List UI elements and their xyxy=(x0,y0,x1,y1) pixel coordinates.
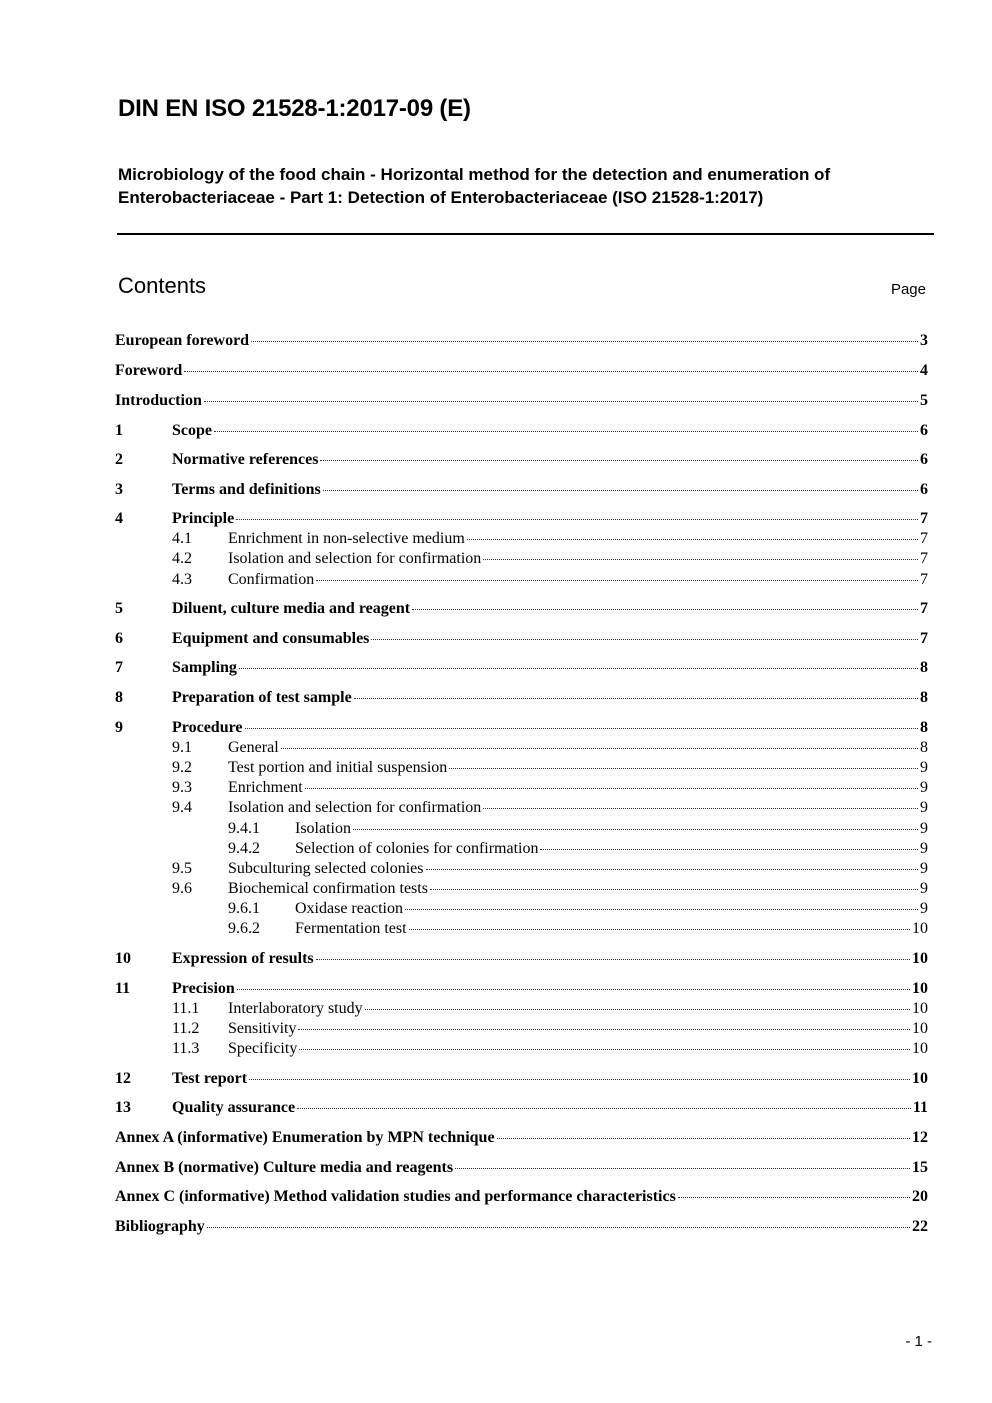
toc-entry-title: Subculturing selected colonies xyxy=(228,860,424,877)
toc-entry-title: Selection of colonies for confirmation xyxy=(295,840,539,857)
toc-entry[interactable] xyxy=(115,1127,928,1149)
toc-entry[interactable] xyxy=(115,1216,928,1238)
toc-entry[interactable] xyxy=(115,1097,928,1119)
toc-entry-title: Preparation of test sample xyxy=(172,689,352,706)
toc-entry-page: 7 xyxy=(920,550,928,567)
toc-dot-leader xyxy=(483,559,918,560)
toc-entry-title: Enrichment in non-selective medium xyxy=(228,530,465,547)
toc-entry-title: Equipment and consumables xyxy=(172,630,370,647)
toc-entry-title: General xyxy=(228,739,279,756)
toc-entry-page: 9 xyxy=(920,880,928,897)
toc-entry-title: Isolation and selection for confirmation xyxy=(228,799,482,816)
toc-dot-leader xyxy=(353,829,918,830)
page-column-label: Page xyxy=(890,281,926,298)
toc-entry-title: Isolation and selection for confirmation xyxy=(228,550,482,567)
toc-entry[interactable] xyxy=(115,420,928,442)
toc-dot-leader xyxy=(251,341,918,342)
toc-entry-page: 3 xyxy=(920,332,928,349)
toc-entry-title: Scope xyxy=(172,422,212,439)
toc-entry-number: 8 xyxy=(115,689,123,706)
toc-dot-leader xyxy=(678,1197,910,1198)
toc-dot-leader xyxy=(316,580,918,581)
toc-entry-number: 1 xyxy=(115,422,123,439)
toc-entry[interactable] xyxy=(115,548,928,570)
toc-dot-leader xyxy=(316,959,910,960)
toc-entry-page: 5 xyxy=(920,392,928,409)
toc-dot-leader xyxy=(299,1049,910,1050)
toc-entry[interactable] xyxy=(115,1068,928,1090)
toc-entry-number: 11.2 xyxy=(172,1020,200,1037)
toc-entry-page: 10 xyxy=(912,920,928,937)
toc-entry[interactable] xyxy=(115,797,928,819)
toc-entry-title: Oxidase reaction xyxy=(295,900,403,917)
toc-entry-page: 7 xyxy=(920,530,928,547)
toc-entry-page: 9 xyxy=(920,900,928,917)
toc-dot-leader xyxy=(297,1108,911,1109)
toc-entry[interactable] xyxy=(115,330,928,352)
toc-entry-title: Confirmation xyxy=(228,571,315,588)
toc-entry[interactable] xyxy=(115,628,928,650)
toc-entry[interactable] xyxy=(115,1186,928,1208)
toc-dot-leader xyxy=(245,728,919,729)
toc-entry-page: 15 xyxy=(912,1159,928,1176)
toc-dot-leader xyxy=(237,989,910,990)
toc-dot-leader xyxy=(467,539,918,540)
toc-entry-page: 10 xyxy=(912,950,928,967)
toc-entry[interactable] xyxy=(115,1038,928,1060)
toc-entry[interactable] xyxy=(115,479,928,501)
toc-dot-leader xyxy=(430,889,918,890)
toc-entry-page: 6 xyxy=(920,422,928,439)
toc-dot-leader xyxy=(305,788,918,789)
toc-entry[interactable] xyxy=(115,757,928,779)
toc-dot-leader xyxy=(449,768,918,769)
toc-entry-number: 9.6 xyxy=(172,880,192,897)
toc-entry-number: 11.1 xyxy=(172,1000,200,1017)
toc-dot-leader xyxy=(320,460,918,461)
toc-dot-leader xyxy=(365,1009,910,1010)
toc-entry[interactable] xyxy=(115,777,928,799)
toc-entry-page: 9 xyxy=(920,759,928,776)
toc-entry-page: 9 xyxy=(920,860,928,877)
toc-entry[interactable] xyxy=(115,569,928,591)
toc-entry[interactable] xyxy=(115,858,928,880)
toc-entry-number: 9.6.2 xyxy=(228,920,260,937)
toc-entry-number: 12 xyxy=(115,1070,131,1087)
toc-entry-title: Sampling xyxy=(172,659,237,676)
toc-entry[interactable] xyxy=(115,737,928,759)
toc-entry-page: 9 xyxy=(920,799,928,816)
toc-dot-leader xyxy=(184,371,918,372)
toc-entry-number: 9.2 xyxy=(172,759,192,776)
toc-dot-leader xyxy=(207,1227,910,1228)
toc-dot-leader xyxy=(323,490,918,491)
toc-entry-page: 7 xyxy=(920,600,928,617)
toc-entry[interactable] xyxy=(115,838,928,860)
toc-dot-leader xyxy=(281,748,918,749)
toc-entry-page: 10 xyxy=(912,980,928,997)
toc-dot-leader xyxy=(455,1168,910,1169)
toc-entry-number: 7 xyxy=(115,659,123,676)
toc-entry-title: Diluent, culture media and reagent xyxy=(172,600,411,617)
toc-entry-title: Annex A (informative) Enumeration by MPN technique xyxy=(115,1129,495,1146)
contents-heading: Contents xyxy=(118,273,207,298)
toc-entry-number: 4 xyxy=(115,510,123,527)
toc-entry-title: Sensitivity xyxy=(228,1020,297,1037)
toc-entry-number: 9.6.1 xyxy=(228,900,260,917)
toc-entry-title: Introduction xyxy=(115,392,202,409)
toc-entry-number: 9 xyxy=(115,719,123,736)
toc-dot-leader xyxy=(236,519,918,520)
toc-entry-page: 22 xyxy=(912,1218,928,1235)
toc-entry-number: 6 xyxy=(115,630,123,647)
toc-entry-page: 7 xyxy=(920,630,928,647)
document-title: DIN EN ISO 21528-1:2017-09 (E) xyxy=(118,95,471,122)
document-subtitle: Microbiology of the food chain - Horizontal method for the detection and enumeration of Enterobacteriaceae - Part 1: Detection of Enterobacteriaceae (ISO 21528-1:2017) xyxy=(118,165,831,207)
toc-entry-page: 6 xyxy=(920,451,928,468)
toc-entry-title: Normative references xyxy=(172,451,319,468)
toc-entry-title: Test report xyxy=(172,1070,248,1087)
toc-entry[interactable] xyxy=(115,657,928,679)
toc-entry-title: Isolation xyxy=(295,820,351,837)
toc-dot-leader xyxy=(204,401,918,402)
toc-entry-number: 11.3 xyxy=(172,1040,200,1057)
toc-entry-title: Expression of results xyxy=(172,950,314,967)
toc-entry-number: 9.4 xyxy=(172,799,192,816)
toc-dot-leader xyxy=(497,1138,910,1139)
toc-entry-page: 6 xyxy=(920,481,928,498)
toc-entry-title: Quality assurance xyxy=(172,1099,296,1116)
toc-entry-number: 10 xyxy=(115,950,131,967)
toc-entry-page: 9 xyxy=(920,840,928,857)
footer-page-number: - 1 - xyxy=(905,1333,932,1350)
toc-entry-number: 11 xyxy=(115,980,131,997)
toc-entry-title: Annex B (normative) Culture media and reagents xyxy=(115,1159,454,1176)
title-divider xyxy=(117,233,934,235)
toc-dot-leader xyxy=(409,929,910,930)
toc-entry[interactable] xyxy=(115,508,928,530)
toc-entry-number: 2 xyxy=(115,451,123,468)
toc-entry-title: Fermentation test xyxy=(295,920,407,937)
toc-dot-leader xyxy=(540,849,918,850)
toc-entry-page: 8 xyxy=(920,659,928,676)
toc-entry-title: Foreword xyxy=(115,362,183,379)
toc-entry-page: 7 xyxy=(920,510,928,527)
toc-entry[interactable] xyxy=(115,1157,928,1179)
toc-dot-leader xyxy=(483,808,918,809)
toc-entry[interactable] xyxy=(115,360,928,382)
toc-dot-leader xyxy=(371,639,918,640)
toc-entry-title: European foreword xyxy=(115,332,250,349)
toc-entry-title: Precision xyxy=(172,980,235,997)
toc-entry-page: 8 xyxy=(920,689,928,706)
toc-entry[interactable] xyxy=(115,878,928,900)
toc-entry-page: 9 xyxy=(920,779,928,796)
toc-entry-title: Biochemical confirmation tests xyxy=(228,880,428,897)
toc-entry-page: 12 xyxy=(912,1129,928,1146)
toc-entry-page: 10 xyxy=(912,1020,928,1037)
toc-entry-number: 9.5 xyxy=(172,860,192,877)
toc-dot-leader xyxy=(239,668,918,669)
toc-entry-page: 11 xyxy=(912,1099,928,1116)
toc-entry-number: 13 xyxy=(115,1099,131,1116)
toc-entry-page: 8 xyxy=(920,739,928,756)
toc-entry[interactable] xyxy=(115,918,928,940)
toc-dot-leader xyxy=(249,1079,910,1080)
toc-entry-number: 5 xyxy=(115,600,123,617)
toc-entry-title: Bibliography xyxy=(115,1218,205,1235)
toc-entry-title: Procedure xyxy=(172,719,243,736)
toc-entry-title: Principle xyxy=(172,510,235,527)
toc-entry-page: 10 xyxy=(912,1070,928,1087)
toc-entry[interactable] xyxy=(115,948,928,970)
toc-entry-number: 9.3 xyxy=(172,779,192,796)
toc-entry-page: 4 xyxy=(920,362,928,379)
toc-entry-number: 9.4.2 xyxy=(228,840,260,857)
toc-entry-page: 10 xyxy=(912,1000,928,1017)
toc-entry[interactable] xyxy=(115,898,928,920)
toc-dot-leader xyxy=(214,431,918,432)
toc-entry-number: 4.2 xyxy=(172,550,192,567)
toc-entry[interactable] xyxy=(115,818,928,840)
toc-entry[interactable] xyxy=(115,998,928,1020)
toc-entry-page: 10 xyxy=(912,1040,928,1057)
toc-entry-title: Specificity xyxy=(228,1040,298,1057)
toc-entry-page: 20 xyxy=(912,1188,928,1205)
toc-entry[interactable] xyxy=(115,528,928,550)
toc-entry-number: 9.4.1 xyxy=(228,820,260,837)
toc-dot-leader xyxy=(426,869,918,870)
toc-entry[interactable] xyxy=(115,978,928,1000)
toc-entry[interactable] xyxy=(115,598,928,620)
toc-entry[interactable] xyxy=(115,449,928,471)
toc-dot-leader xyxy=(354,698,918,699)
toc-entry-title: Enrichment xyxy=(228,779,303,796)
toc-entry[interactable] xyxy=(115,687,928,709)
toc-entry[interactable] xyxy=(115,390,928,412)
toc-entry-number: 4.3 xyxy=(172,571,192,588)
toc-entry-title: Interlaboratory study xyxy=(228,1000,363,1017)
toc-dot-leader xyxy=(405,909,918,910)
toc-dot-leader xyxy=(412,609,918,610)
toc-entry-page: 8 xyxy=(920,719,928,736)
toc-entry[interactable] xyxy=(115,1018,928,1040)
toc-entry-number: 9.1 xyxy=(172,739,192,756)
toc-entry-title: Test portion and initial suspension xyxy=(228,759,448,776)
toc-entry-number: 4.1 xyxy=(172,530,192,547)
toc-entry-page: 7 xyxy=(920,571,928,588)
toc-entry-number: 3 xyxy=(115,481,123,498)
toc-entry-page: 9 xyxy=(920,820,928,837)
toc-entry-title: Terms and definitions xyxy=(172,481,321,498)
toc-dot-leader xyxy=(298,1029,910,1030)
toc-entry-title: Annex C (informative) Method validation studies and performance characteristics xyxy=(115,1188,676,1205)
toc-entry[interactable] xyxy=(115,717,928,739)
